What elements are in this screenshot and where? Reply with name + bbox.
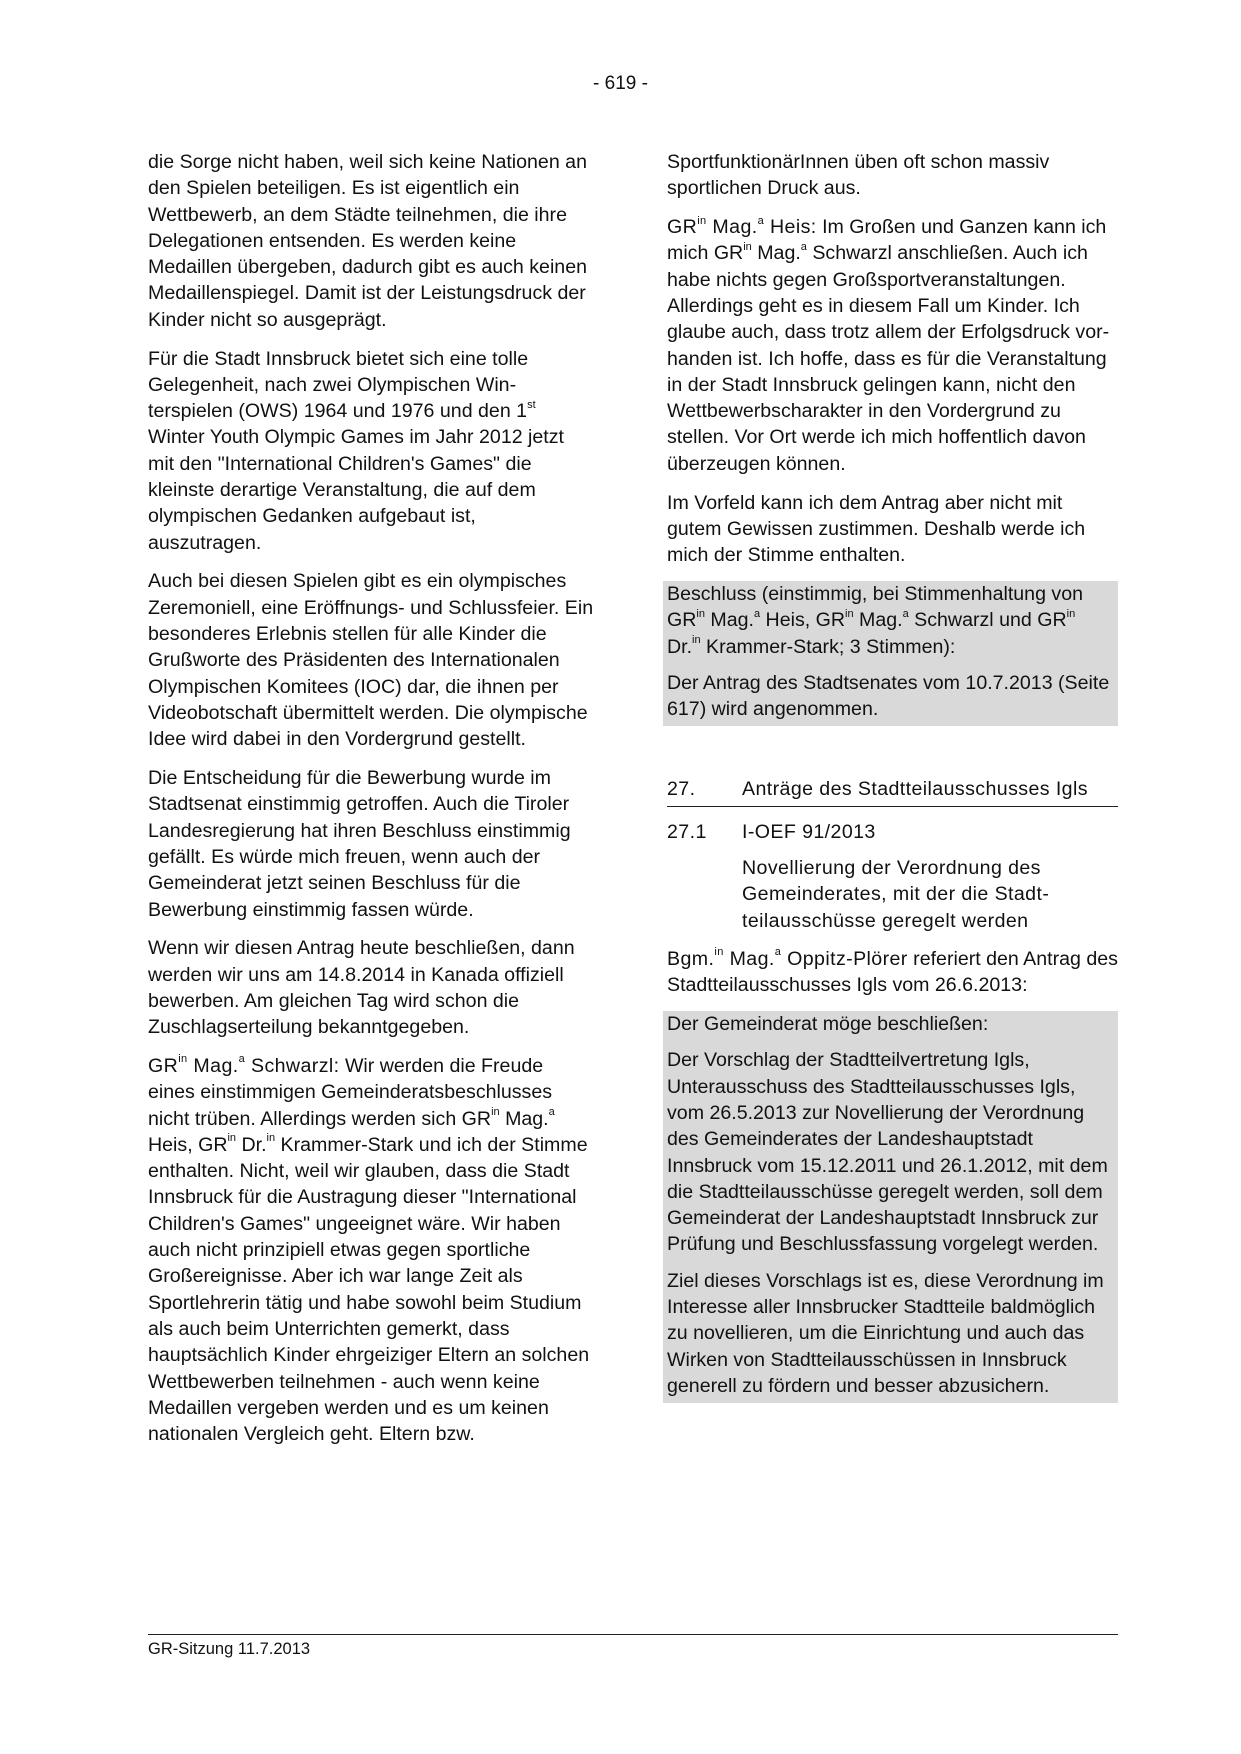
left-column <box>148 149 594 1460</box>
resolution-text: Der Antrag des Stadtsenates vom 10.7.2013 (Seite 617) wird angenommen. <box>667 671 1110 721</box>
motion-text: Der Vorschlag der Stadtteilvertretung Igls, Unterausschuss des Stadtteilausschusses Igls, vom 26.5.2013 zur Novellierung der Verordnung des Gemeinderates der Landeshauptstadt Innsbruck vom 15.12.2011 und 26.1.2012, mit dem die Stadtteilausschüsse geregelt werden, soll dem Gemeinderat der Landeshauptstadt Innsbruck zur Prüfung und Beschlussfassung vorgelegt werden. <box>667 1049 1108 1256</box>
agenda-number: 27.1 <box>667 820 707 843</box>
page-number: - 619 - <box>593 73 648 94</box>
speaker-paragraph: Bgm.$^{in}$ Mag.$^a$ Oppitz-Plörer referiert den Antrag des Stadtteilausschusses Igls vom 26.6.2013: <box>667 946 1118 997</box>
agenda-number: 27. <box>667 778 696 801</box>
footer-text: GR-Sitzung 11.7.2013 <box>148 1640 311 1658</box>
speaker-paragraph: $GR^{in}$ Mag.$^a$ Heis: Im Großen und Ganzen kann ich mich $GR^{in}$ Mag.$^a$ Schwarzl anschließen. Auch ich habe nichts gegen Großsportveranstaltungen. Allerdings geht es in diesem Fall um Kinder. Ich glaube auch, dass trotz allem der Erfolgsdruck vorhanden ist. Ich hoffe, dass es für die Veranstaltung in der Stadt Innsbruck gelingen kann, nicht den Wettbewerbscharakter in den Vordergrund zu stellen. Vor Ort werde ich mich hoffentlich davon überzeugen können. <box>667 214 1110 475</box>
paragraph: Im Vorfeld kann ich dem Antrag aber nicht mit gutem Gewissen zustimmen. Deshalb werde ich mich der Stimme enthalten. <box>667 491 1086 567</box>
resolution-heading: Beschluss (einstimmig, bei Stimmenhaltung von $GR^{in}$ Mag.$^a$ Heis, $GR^{in}$ Mag.$^a$ Schwarzl und $GR^{in}$ Dr.$^{in}$ Krammer-Stark; 3 Stimmen): <box>667 582 1084 658</box>
footer-divider <box>148 1634 1118 1635</box>
motion-box <box>663 1011 1118 1403</box>
agenda-title: Anträge des Stadtteilausschusses Igls <box>742 778 1088 801</box>
speaker-name: $GR^{in}$ Mag.$^a$ Schwarzl: <box>148 1053 340 1077</box>
speaker-paragraph: $GR^{in}$ Mag.$^a$ Schwarzl: Wir werden die Freude eines einstimmigen Gemeinderatsbeschlusses nicht trüben. Allerdings werden sich $GR^{in}$ Mag.$^a$ Heis, $GR^{in}$ Dr.$^{in}$ Krammer-Stark und ich der Stimme enthalten. Nicht, weil wir glauben, dass die Stadt Innsbruck für die Austragung dieser "International Children's Games" ungeeignet wäre. Wir haben auch nicht prinzipiell etwas gegen sportliche Großereignisse. Aber ich war lange Zeit als Sportlehrerin tätig und habe sowohl beim Studium als auch beim Unterrichten gemerkt, dass hauptsächlich Kinder ehrgeiziger Eltern an solchen Wettbewerben teilnehmen - auch wenn keine Medaillen vergeben werden und es um keinen nationalen Vergleich geht. Eltern bzw. <box>148 1053 590 1446</box>
paragraph: Wenn wir diesen Antrag heute beschließen, dann werden wir uns am 14.8.2014 in Kanada offiziell bewerben. Am gleichen Tag wird schon die Zuschlagserteilung bekanntgegeben. <box>148 937 575 1039</box>
paragraph: SportfunktionärInnen üben oft schon massiv sportlichen Druck aus. <box>667 151 1050 200</box>
paragraph: Auch bei diesen Spielen gibt es ein olympisches Zeremoniell, eine Eröffnungs- und Schlussfeier. Ein besonderes Erlebnis stellen für alle Kinder die Grußworte des Präsidenten des Internationalen Olympischen Komitees (IOC) dar, die ihnen per Videobotschaft übermittelt werden. Die olympische Idee wird dabei in den Vordergrund gestellt. <box>148 570 594 751</box>
paragraph: die Sorge nicht haben, weil sich keine Nationen an den Spielen beteiligen. Es ist eigentlich ein Wettbewerb, an dem Städte teilnehmen, die ihre Delegationen entsenden. Es werden keine Medaillen übergeben, dadurch gibt es auch keinen Medaillenspiegel. Damit ist der Leistungsdruck der Kinder nicht so ausgeprägt. <box>148 151 587 331</box>
paragraph: Die Entscheidung für die Bewerbung wurde im Stadtsenat einstimmig getroffen. Auch die Tiroler Landesregierung hat ihren Beschluss einstimmig gefällt. Es würde mich freuen, wenn auch der Gemeinderat jetzt seinen Beschluss für die Bewerbung einstimmig fassen würde. <box>148 767 571 921</box>
motion-heading: Der Gemeinderat möge beschließen: <box>667 1013 989 1036</box>
paragraph: Für die Stadt Innsbruck bietet sich eine tolle Gelegenheit, nach zwei Olympischen Winterspielen (OWS) 1964 und 1976 und den 1st Winter Youth Olympic Games im Jahr 2012 jetzt mit den "International Children's Games" die kleinste derartige Veranstaltung, die auf dem olympischen Gedanken aufgebaut ist, auszutragen. <box>148 347 564 554</box>
speaker-name: $GR^{in}$ Mag.$^a$ Heis: <box>667 214 817 239</box>
agenda-subject-title: Novellierung der Verordnung des Gemeinderates, mit der die Stadtteilausschüsse geregelt werden <box>742 857 1049 932</box>
resolution-box <box>663 581 1118 726</box>
agenda-subject <box>667 855 1118 934</box>
agenda-item-27-1 <box>667 819 1118 845</box>
motion-text: Ziel dieses Vorschlags ist es, diese Verordnung im Interesse aller Innsbrucker Stadtteile baldmöglich zu novellieren, um die Einrichtung und auch das Wirken von Stadtteilausschüssen in Innsbruck generell zu fördern und besser abzusichern. <box>667 1269 1104 1397</box>
agenda-code: I-OEF 91/2013 <box>742 820 876 843</box>
right-column <box>667 149 1118 1415</box>
speaker-name: Bgm.$^{in}$ Mag.$^a$ Oppitz-Plörer <box>667 946 908 970</box>
agenda-item-27 <box>667 776 1118 806</box>
